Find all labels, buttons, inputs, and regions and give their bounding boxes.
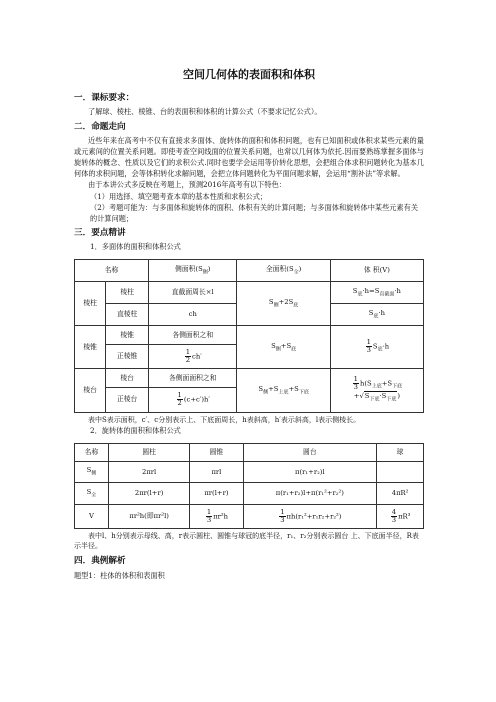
header-name: 名称 [75,443,109,461]
prism-lateral: 直截面周长×l [149,281,237,303]
page-title: 空间几何体的表面积和体积 [183,68,315,81]
header-cone: 圆锥 [190,443,243,461]
row-regular-frustum: 正棱台 [106,387,149,412]
section-heading-examples: 四．典例解析 [74,556,126,567]
frustum-volume: $\frac{1}{3}$ $h(S_{上底}+S_{下底}$ $+√S_{下底}\cdot S_{下底}$) [330,369,423,412]
table-header-row [75,259,424,281]
fraction-four-thirds: $\frac{4}{3}$ [391,507,397,524]
row-pyramid: 棱锥 [106,326,149,345]
row-regular-pyramid: 正棱锥 [106,344,149,368]
pyramid-volume: $\frac{1}{3}$ $S_底\cdot h$ [330,326,423,369]
sqrt-icon: √ [359,392,364,401]
sphere-volume: $\frac{4}{3}$ πR³ [377,504,424,528]
sphere-total: 4πR² [377,483,424,505]
table-row [75,281,424,303]
header-name: 名称 [75,259,149,281]
row-volume: V [75,504,109,528]
row-right-prism: 直棱柱 [106,303,149,325]
sphere-lateral [377,461,424,483]
forecast-paragraph: 由于本讲公式多反映在考题上，预测2016年高考有以下特色： [88,180,286,190]
table-row [75,504,424,528]
frustum-lateral: 各侧面面积之和 [149,369,237,388]
cone-total: πr(l+r) [190,483,243,505]
regular-pyramid-lateral: $\frac{1}{2}$ ch′ [149,344,237,368]
group-pyramid: 棱锥 [75,326,106,369]
row-lateral: $S_侧$ [75,461,109,483]
section-heading-standards: 一．课标要求： [74,93,135,104]
group-prism: 棱柱 [75,281,106,325]
polyhedra-formula-table [74,259,424,413]
cylinder-volume: πr²h(即πr²l) [108,504,189,528]
frustum-lateral: π(r₁+r₂)l [243,461,377,483]
group-frustum: 棱台 [75,369,106,412]
header-lateral: 侧面积$(S_侧)$ [149,259,237,281]
subheading-polyhedra: 1．多面体的面积和体积公式 [90,242,181,252]
table2-note: 表中l、h分别表示母线、高，r表示圆柱、圆锥与球冠的底半径，r₁、r₂分别表示圆台 上、下底面半径，R表示半径。 [74,531,419,551]
row-frustum: 棱台 [106,369,149,388]
header-volume: 体 积(V) [330,259,423,281]
row-prism: 棱柱 [106,281,149,303]
forecast-item-1: （1）用选择、填空题考查本章的基本性质和求积公式； [90,191,268,201]
right-prism-lateral: ch [149,303,237,325]
subheading-revolution: 2．旋转体的面积和体积公式 [90,426,181,436]
forecast-item-2: （2）考题可能为：与多面体和旋转体的面积、体积有关的计算问题；与多面体和旋转体中某些元素有关的计算问题； [90,202,419,223]
cone-volume: $\frac{1}{3}$ πr²h [190,504,243,528]
cylinder-total: 2πr(l+r) [108,483,189,505]
topic-1: 题型1：柱体的体积和表面积 [74,570,165,580]
standards-text: 了解球、棱柱、棱锥、台的表面积和体积的计算公式（不要求记忆公式）。 [88,107,322,117]
table-row [75,483,424,505]
section-heading-key-points: 三．要点精讲 [74,228,126,239]
header-total: 全面积$(S_全)$ [237,259,330,281]
header-frustum: 圆台 [243,443,377,461]
table-row [75,461,424,483]
frustum-total: $S_侧+S_{上底}+S_{下底}$ [237,369,330,412]
right-prism-volume: $S_底\cdot h$ [330,303,423,325]
prism-total: $S_侧+2S_底$ [237,281,330,325]
table-header-row [75,443,424,461]
fraction-one-half: $\frac{1}{2}$ [185,348,191,364]
fraction-one-third: $\frac{1}{3}$ [366,338,371,355]
revolution-formula-table [74,443,424,529]
pyramid-total: $S_侧+S_底$ [237,326,330,369]
row-total: $S_全$ [75,483,109,505]
table-row [75,326,424,345]
frustum-total: π(r₁+r₂)l+π(r₁²+r₂²) [243,483,377,505]
pyramid-lateral: 各侧面积之和 [149,326,237,345]
trends-paragraph: 近些年来在高考中不仅有直接求多面体、旋转体的面积和体积问题，也有已知面积或体积求某些元素的量或元素间的位置关系问题。即使考查空间线面的位置关系问题，也常以几何体为依托.因而要熟练掌握多面体与旋转体的概念、性质以及它们的求积公式.同时也要学会运用等价转化思想，会把组合体求积问题转化为基本几何体的求积问题，会等体积转化求解问题，会把立体问题转化为平面问题求解，会运用“割补法”等求解。 [74,135,424,179]
fraction-one-third: $\frac{1}{3}$ [206,507,212,524]
cylinder-lateral: 2πrl [108,461,189,483]
frustum-volume: $\frac{1}{3}$ πh(r₁²+r₁r₂+r₂²) [243,504,377,528]
table1-note: 表中S表示面积，c′、c分别表示上、下底面周长，h表斜高，h′表示斜高，l表示侧棱长。 [88,415,361,424]
table-row [75,369,424,388]
section-heading-trends: 二．命题走向 [74,121,126,132]
content-column [74,66,424,581]
fraction-one-third: $\frac{1}{3}$ [280,507,285,524]
header-cylinder: 圆柱 [108,443,189,461]
fraction-one-half: $\frac{1}{2}$ [177,391,182,408]
fraction-one-third: $\frac{1}{3}$ [353,375,358,391]
regular-frustum-lateral: $\frac{1}{2}$ (c+c′)h′ [149,387,237,412]
prism-volume: $S_底\cdot h=S_{直截面}\cdot h$ [330,281,423,303]
header-sphere: 球 [377,443,424,461]
cone-lateral: πrl [190,461,243,483]
